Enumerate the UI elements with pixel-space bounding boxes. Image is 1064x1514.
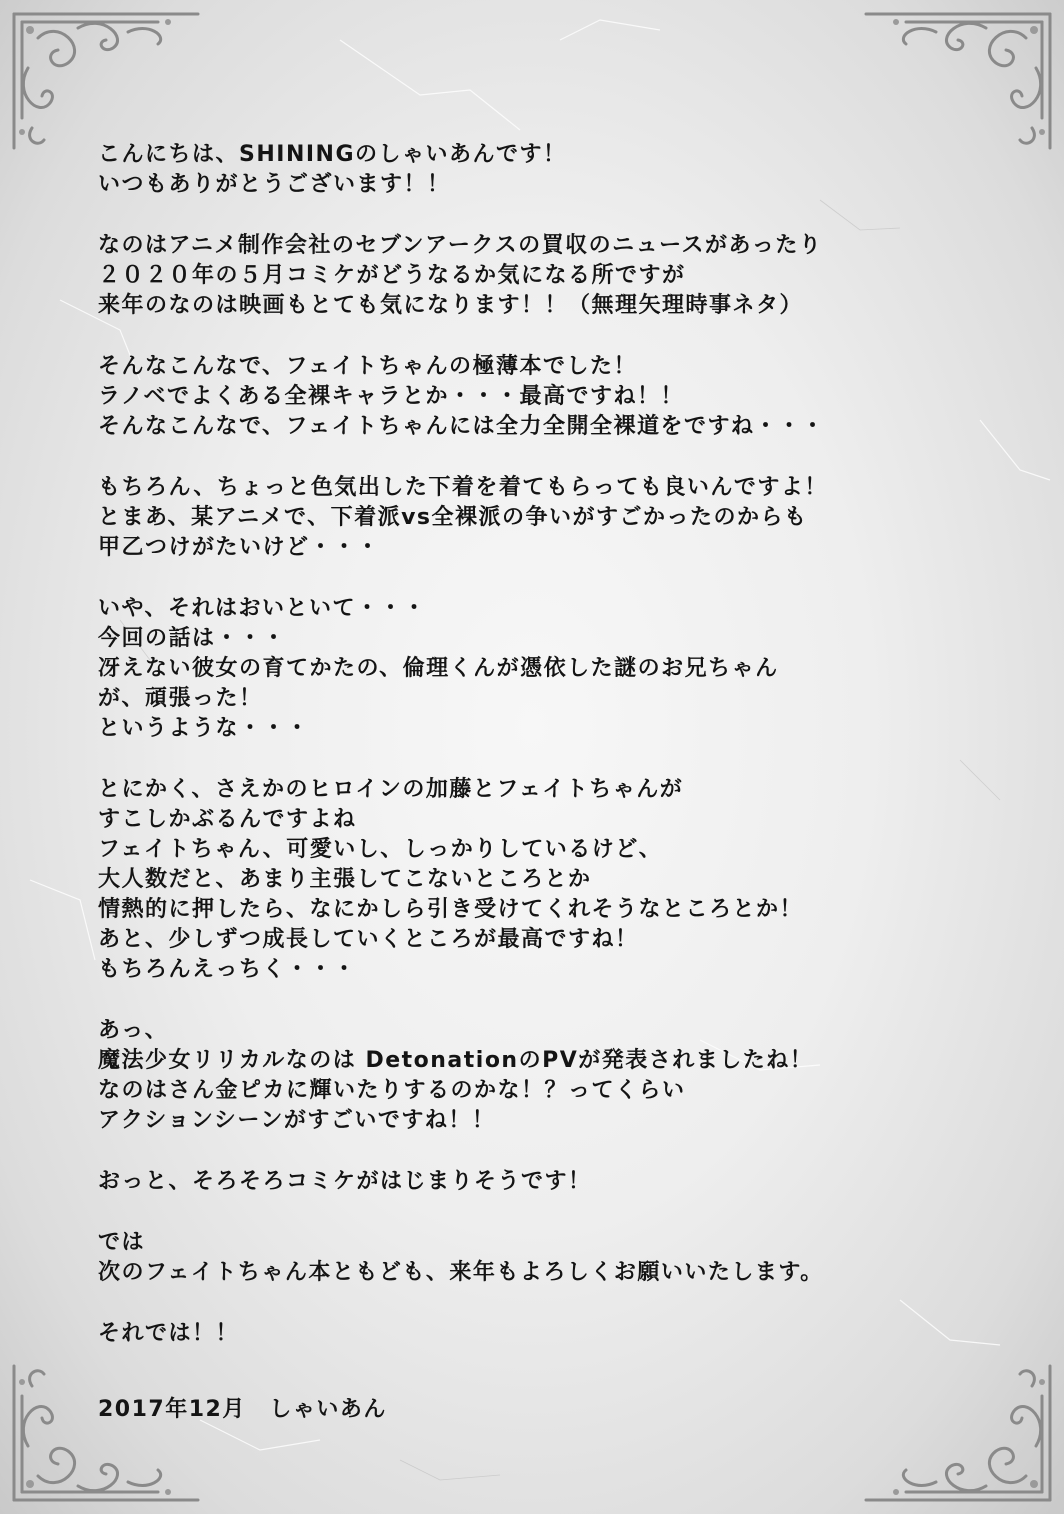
text-line: おっと、そろそろコミケがはじまりそうです！ — [98, 1169, 592, 1194]
text-line: が、頑張った！ — [98, 686, 263, 711]
paragraph-next-book — [98, 1228, 998, 1288]
text-line: いや、それはおいといて・・・ — [98, 596, 427, 621]
afterword-letter — [98, 140, 998, 1456]
text-line: そんなこんなで、フェイトちゃんの極薄本でした！ — [98, 354, 637, 379]
text-line: 冴えない彼女の育てかたの、倫理くんが憑依した謎のお兄ちゃん — [98, 656, 779, 681]
text-line: なのはアニメ制作会社のセブンアークスの買収のニュースがあったり — [98, 233, 823, 258]
text-line: そんなこんなで、フェイトちゃんには全力全開全裸道をですね・・・ — [98, 414, 825, 439]
paragraph-underwear — [98, 473, 998, 563]
paragraph-news — [98, 231, 998, 321]
paragraph-greeting — [98, 140, 998, 200]
text-line: とにかく、さえかのヒロインの加藤とフェイトちゃんが — [98, 777, 684, 802]
signature-date-author: 2017年12月 しゃいあん — [98, 1397, 387, 1422]
closing-text — [98, 1319, 998, 1349]
text-line: もちろんえっちく・・・ — [98, 957, 357, 982]
corner-ornament-top-right — [856, 8, 1056, 158]
paragraph-detonation — [98, 1016, 998, 1136]
text-line: こんにちは、SHININGのしゃいあんです！ — [98, 142, 567, 167]
text-line: なのはさん金ピカに輝いたりするのかな！？ってくらい — [98, 1078, 686, 1103]
text-line: 情熱的に押したら、なにかしら引き受けてくれそうなところとか！ — [98, 897, 804, 922]
paragraph-story — [98, 594, 998, 744]
text-line: すこしかぶるんですよね — [98, 807, 357, 832]
paragraph-fate — [98, 775, 998, 985]
signature — [98, 1395, 998, 1425]
text-line: 来年のなのは映画もとても気になります！！（無理矢理時事ネタ） — [98, 293, 804, 318]
text-line: とまあ、某アニメで、下着派vs全裸派の争いがすごかったのからも — [98, 505, 808, 530]
text-line: アクションシーンがすごいですね！！ — [98, 1108, 496, 1133]
text-line: 今回の話は・・・ — [98, 626, 287, 651]
text-line: あと、少しずつ成長していくところが最高ですね！ — [98, 927, 639, 952]
paragraph-comiket — [98, 1167, 998, 1197]
text-line: 次のフェイトちゃん本ともども、来年もよろしくお願いいたします。 — [98, 1260, 824, 1285]
text-line: あっ、 — [98, 1018, 169, 1043]
text-line: 甲乙つけがたいけど・・・ — [98, 535, 381, 560]
corner-ornament-top-left — [8, 8, 208, 158]
text-line: いつもありがとうございます！！ — [98, 172, 451, 197]
text-line: フェイトちゃん、可愛いし、しっかりしているけど、 — [98, 837, 663, 862]
text-line: それでは！！ — [98, 1321, 240, 1346]
text-line: というような・・・ — [98, 716, 310, 741]
text-line: もちろん、ちょっと色気出した下着を着てもらっても良いんですよ！ — [98, 475, 828, 500]
text-line: ２０２０年の５月コミケがどうなるか気になる所ですが — [98, 263, 686, 288]
text-line: ラノベでよくある全裸キャラとか・・・最高ですね！！ — [98, 384, 684, 409]
paragraph-book-intro — [98, 352, 998, 442]
text-line: 魔法少女リリカルなのは DetonationのPVが発表されましたね！ — [98, 1048, 814, 1073]
text-line: 大人数だと、あまり主張してこないところとか — [98, 867, 592, 892]
text-line: では — [98, 1230, 146, 1255]
